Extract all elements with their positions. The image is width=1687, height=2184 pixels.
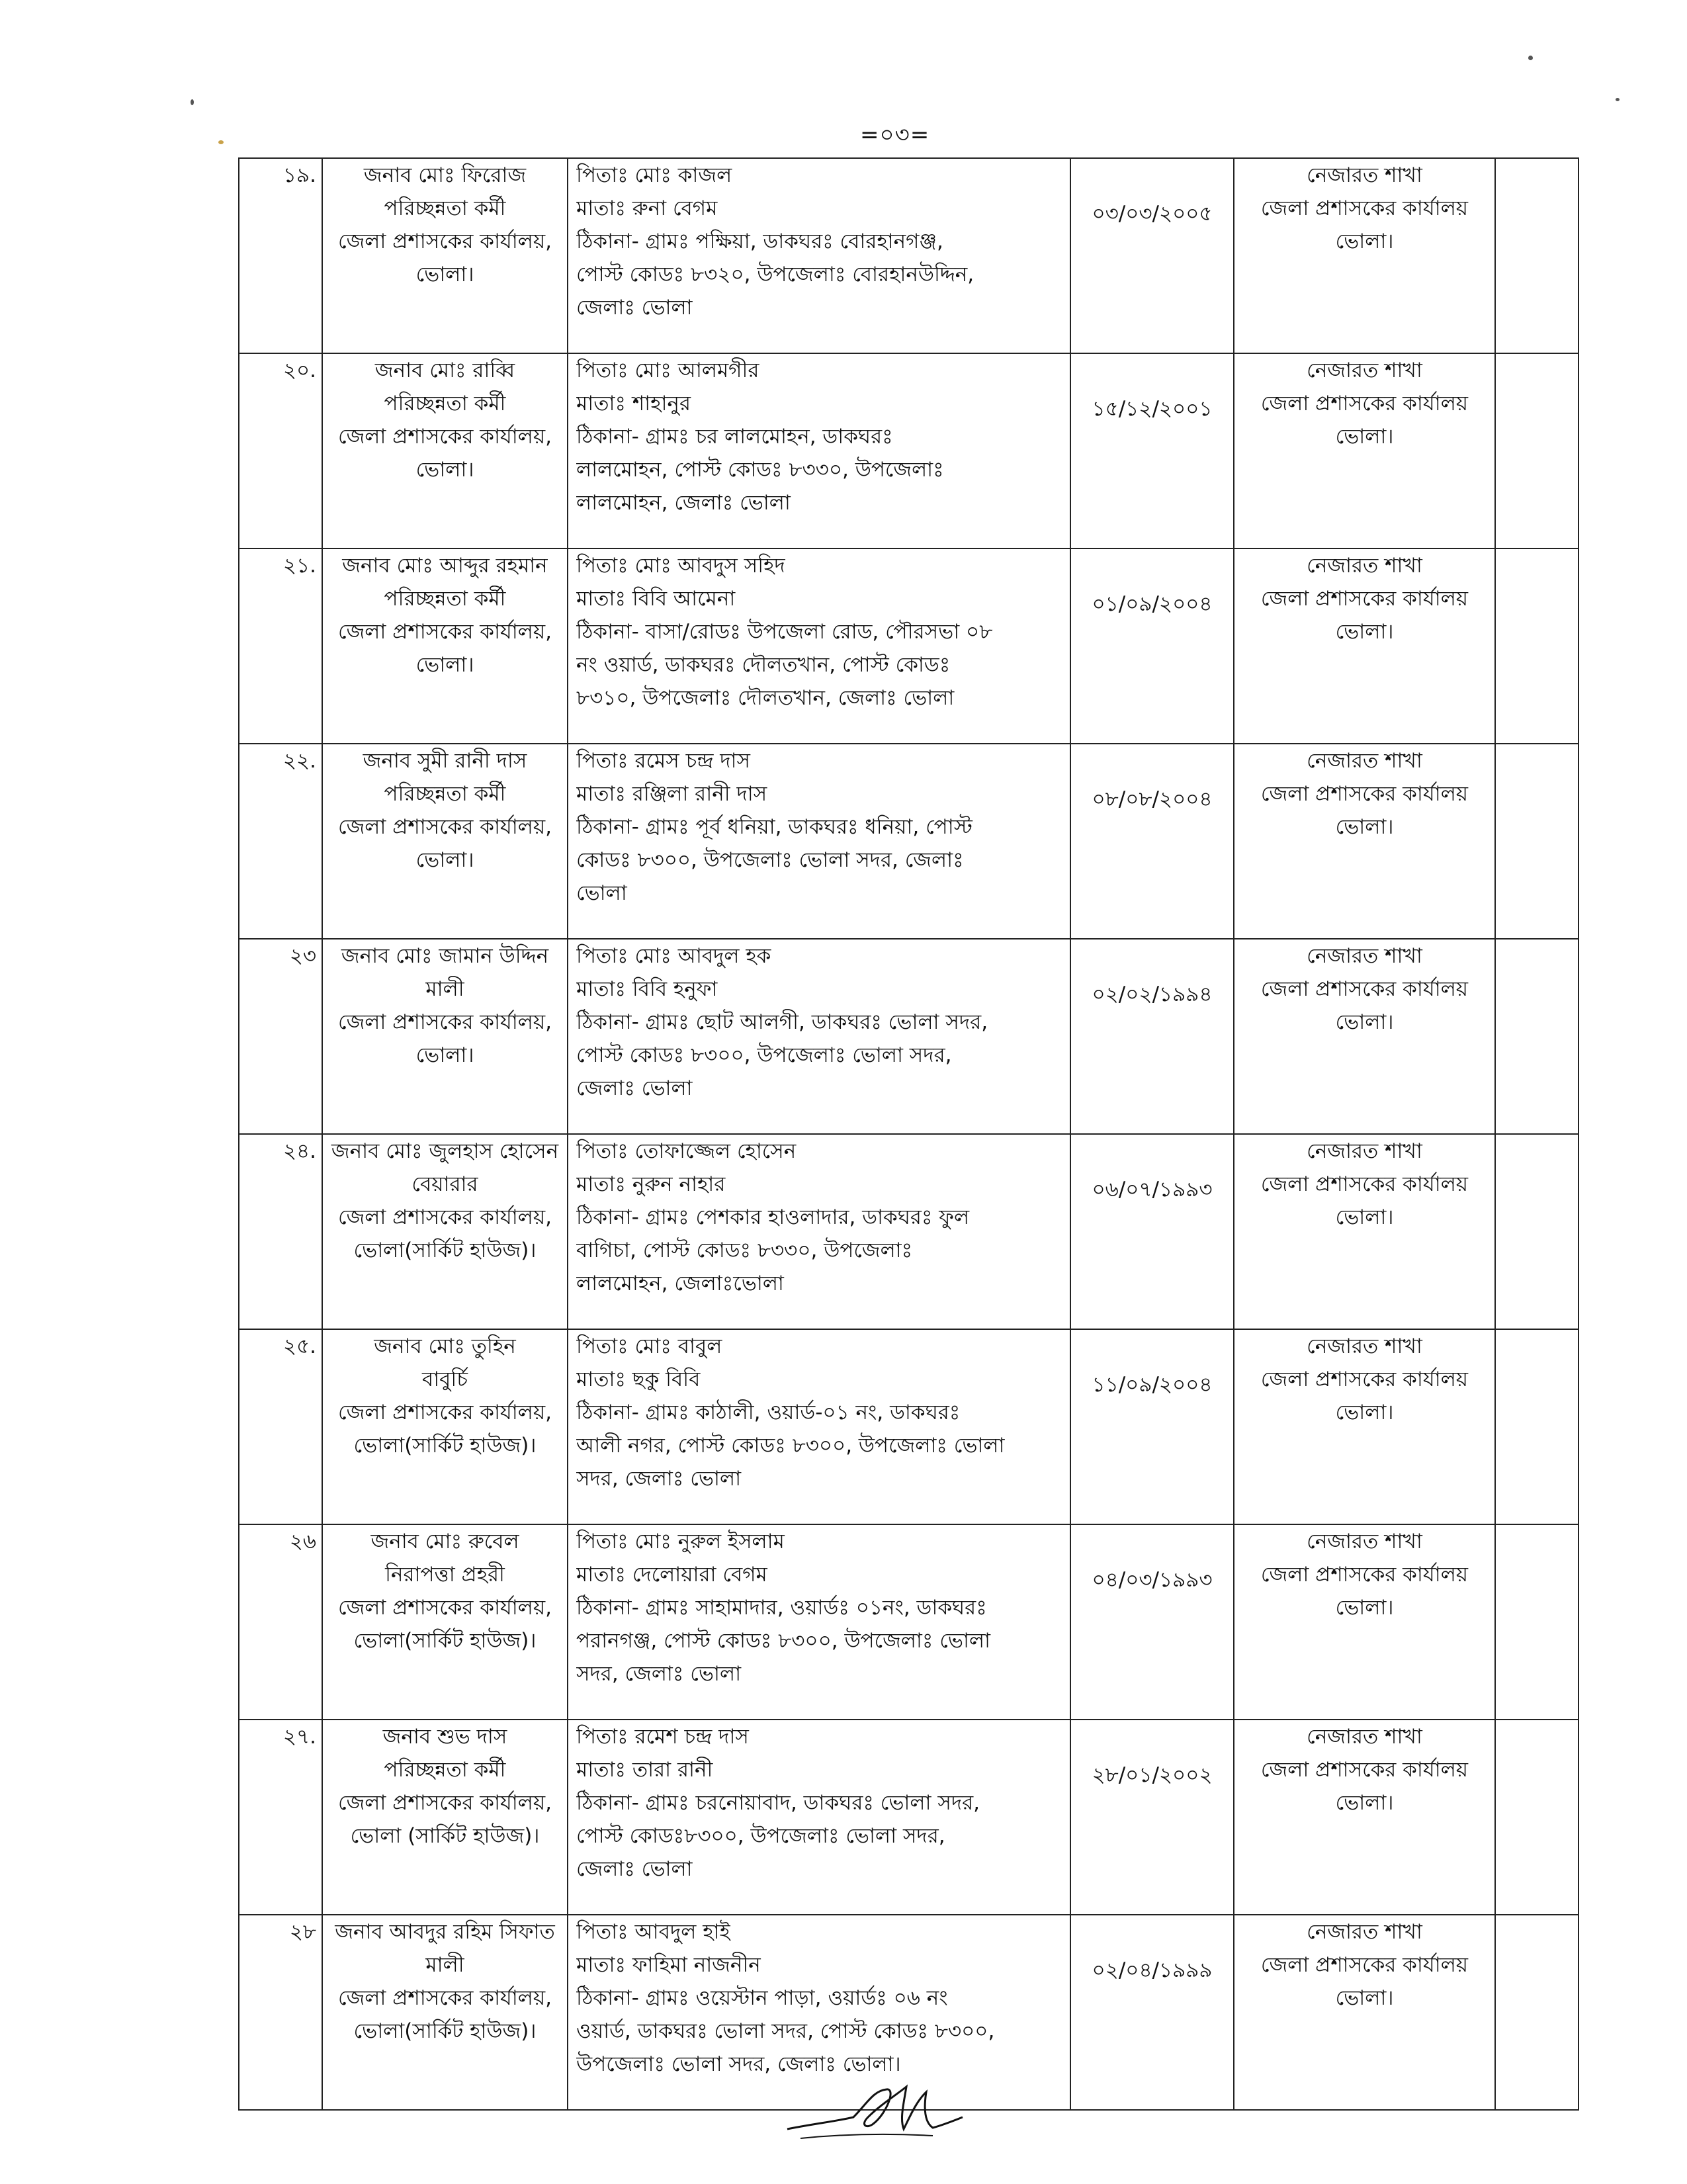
text-line: জেলা প্রশাসকের কার্যালয়, — [338, 815, 552, 839]
table-row — [239, 1329, 1579, 1524]
text-line: ভোলা। — [1335, 230, 1394, 253]
date-of-birth: ২৮/০১/২০০২ — [1070, 1720, 1234, 1915]
text-line: বাবুর্চি — [421, 1368, 468, 1391]
text-line: পোস্ট কোডঃ৮৩০০, উপজেলাঃ ভোলা সদর, — [576, 1824, 945, 1848]
employee-name-designation — [322, 744, 568, 939]
text-line: মাতাঃ ছকু বিবি — [576, 1368, 701, 1391]
text-line: পিতাঃ মোঃ আবদুল হক — [576, 944, 771, 968]
text-line: ভোলা (সার্কিট হাউজ)। — [350, 1824, 540, 1848]
text-line: ভোলা। — [1335, 1010, 1394, 1034]
employee-name-designation — [322, 1524, 568, 1720]
scan-speck — [1528, 56, 1533, 60]
serial-number: ১৯. — [239, 158, 322, 353]
text-line: নেজারত শাখা — [1307, 1920, 1422, 1944]
remarks — [1495, 744, 1579, 939]
remarks — [1495, 1524, 1579, 1720]
text-line: পরিচ্ছন্নতা কর্মী — [384, 782, 506, 806]
branch-office — [1234, 744, 1495, 939]
branch-office — [1234, 939, 1495, 1134]
text-line: মাতাঃ ফাহিমা নাজনীন — [576, 1953, 761, 1977]
text-line: নেজারত শাখা — [1307, 1139, 1422, 1163]
serial-number: ২০. — [239, 353, 322, 548]
date-of-birth: ০১/০৯/২০০৪ — [1070, 548, 1234, 744]
text-line: জনাব মোঃ তুহিন — [374, 1334, 516, 1358]
text-line: ভোলা — [576, 881, 627, 905]
text-line: জেলা প্রশাসকের কার্যালয় — [1260, 1758, 1469, 1782]
text-line: মালী — [425, 977, 464, 1001]
remarks — [1495, 353, 1579, 548]
text-line: ভোলা(সার্কিট হাউজ)। — [353, 1629, 537, 1653]
text-line: পিতাঃ আবদুল হাই — [576, 1920, 730, 1944]
text-line: ঠিকানা- গ্রামঃ কাঠালী, ওয়ার্ড-০১ নং, ডাকঘরঃ — [576, 1401, 961, 1424]
text-line: মাতাঃ তারা রানী — [576, 1758, 713, 1782]
text-line: ভোলা(সার্কিট হাউজ)। — [353, 1239, 537, 1262]
table-row — [239, 744, 1579, 939]
serial-number: ২৪. — [239, 1134, 322, 1329]
text-line: ঠিকানা- গ্রামঃ পক্ষিয়া, ডাকঘরঃ বোরহানগঞ্জ, — [576, 230, 943, 253]
text-line: জনাব মোঃ রাব্বি — [374, 359, 515, 382]
scan-speck — [191, 99, 194, 105]
text-line: মাতাঃ রুনা বেগম — [576, 197, 718, 220]
parents-address — [568, 1134, 1070, 1329]
text-line: ভোলা। — [415, 653, 474, 677]
text-line: উপজেলাঃ ভোলা সদর, জেলাঃ ভোলা। — [576, 2052, 901, 2076]
employee-name-designation — [322, 158, 568, 353]
text-line: নেজারত শাখা — [1307, 359, 1422, 382]
records-table — [238, 157, 1579, 2111]
text-line: নেজারত শাখা — [1307, 944, 1422, 968]
text-line: ভোলা। — [1335, 1791, 1394, 1815]
text-line: জেলা প্রশাসকের কার্যালয়, — [338, 230, 552, 253]
parents-address — [568, 1720, 1070, 1915]
serial-number: ২৬ — [239, 1524, 322, 1720]
text-line: জেলা প্রশাসকের কার্যালয় — [1260, 1172, 1469, 1196]
text-line: জেলা প্রশাসকের কার্যালয় — [1260, 197, 1469, 220]
employee-name-designation — [322, 548, 568, 744]
branch-office — [1234, 158, 1495, 353]
text-line: জেলা প্রশাসকের কার্যালয়, — [338, 1401, 552, 1424]
table-row — [239, 939, 1579, 1134]
text-line: ভোলা। — [415, 263, 474, 286]
text-line: ঠিকানা- গ্রামঃ পেশকার হাওলাদার, ডাকঘরঃ ফুল — [576, 1205, 970, 1229]
scan-speck — [218, 140, 224, 144]
text-line: নেজারত শাখা — [1307, 1530, 1422, 1553]
text-line: জেলা প্রশাসকের কার্যালয় — [1260, 1563, 1469, 1587]
parents-address — [568, 158, 1070, 353]
text-line: ভোলা। — [415, 848, 474, 872]
text-line: মাতাঃ বিবি হনুফা — [576, 977, 718, 1001]
text-line: জনাব সুমী রানী দাস — [363, 749, 527, 773]
text-line: জনাব মোঃ জুলহাস হোসেন — [331, 1139, 559, 1163]
date-of-birth: ০৩/০৩/২০০৫ — [1070, 158, 1234, 353]
text-line: ঠিকানা- গ্রামঃ সাহামাদার, ওয়ার্ডঃ ০১নং, ডাকঘরঃ — [576, 1596, 987, 1620]
table-row — [239, 158, 1579, 353]
parents-address — [568, 1329, 1070, 1524]
serial-number: ২২. — [239, 744, 322, 939]
text-line: ভোলা। — [1335, 1596, 1394, 1620]
text-line: পরিচ্ছন্নতা কর্মী — [384, 587, 506, 611]
remarks — [1495, 1329, 1579, 1524]
employee-name-designation — [322, 1915, 568, 2110]
records-body — [239, 158, 1579, 2110]
text-line: পিতাঃ মোঃ আলমগীর — [576, 359, 759, 382]
text-line: পিতাঃ মোঃ কাজল — [576, 163, 732, 187]
remarks — [1495, 1134, 1579, 1329]
parents-address — [568, 353, 1070, 548]
text-line: নিরাপত্তা প্রহরী — [385, 1563, 505, 1587]
text-line: সদর, জেলাঃ ভোলা — [576, 1467, 742, 1491]
text-line: জেলা প্রশাসকের কার্যালয়, — [338, 1791, 552, 1815]
remarks — [1495, 1720, 1579, 1915]
text-line: ঠিকানা- গ্রামঃ চরনোয়াবাদ, ডাকঘরঃ ভোলা সদর, — [576, 1791, 980, 1815]
text-line: জেলা প্রশাসকের কার্যালয় — [1260, 1953, 1469, 1977]
text-line: জনাব শুভ দাস — [382, 1725, 507, 1749]
text-line: পরিচ্ছন্নতা কর্মী — [384, 197, 506, 220]
text-line: লালমোহন, পোস্ট কোডঃ ৮৩৩০, উপজেলাঃ — [576, 458, 944, 482]
table-row — [239, 548, 1579, 744]
parents-address — [568, 744, 1070, 939]
signature — [774, 2077, 973, 2150]
employee-name-designation — [322, 1329, 568, 1524]
text-line: লালমোহন, জেলাঃভোলা — [576, 1272, 784, 1295]
text-line: জেলা প্রশাসকের কার্যালয়, — [338, 1010, 552, 1034]
text-line: ভোলা। — [1335, 425, 1394, 449]
text-line: জনাব মোঃ রুবেল — [370, 1530, 519, 1553]
text-line: নং ওয়ার্ড, ডাকঘরঃ দৌলতখান, পোস্ট কোডঃ — [576, 653, 951, 677]
text-line: বাগিচা, পোস্ট কোডঃ ৮৩৩০, উপজেলাঃ — [576, 1239, 913, 1262]
text-line: মাতাঃ নুরুন নাহার — [576, 1172, 726, 1196]
text-line: জনাব মোঃ ফিরোজ — [363, 163, 527, 187]
text-line: ওয়ার্ড, ডাকঘরঃ ভোলা সদর, পোস্ট কোডঃ ৮৩০০, — [576, 2019, 995, 2043]
employee-name-designation — [322, 939, 568, 1134]
text-line: জনাব মোঃ আব্দুর রহমান — [342, 554, 548, 578]
text-line: জনাব আবদুর রহিম সিফাত — [335, 1920, 555, 1944]
text-line: জেলাঃ ভোলা — [576, 1076, 693, 1100]
serial-number: ২৭. — [239, 1720, 322, 1915]
text-line: পিতাঃ মোঃ নুরুল ইসলাম — [576, 1530, 785, 1553]
branch-office — [1234, 353, 1495, 548]
remarks — [1495, 548, 1579, 744]
text-line: ভোলা। — [1335, 815, 1394, 839]
text-line: জেলা প্রশাসকের কার্যালয় — [1260, 587, 1469, 611]
branch-office — [1234, 548, 1495, 744]
date-of-birth: ০২/০২/১৯৯৪ — [1070, 939, 1234, 1134]
remarks — [1495, 939, 1579, 1134]
branch-office — [1234, 1134, 1495, 1329]
text-line: জেলা প্রশাসকের কার্যালয়, — [338, 620, 552, 644]
text-line: ঠিকানা- গ্রামঃ চর লালমোহন, ডাকঘরঃ — [576, 425, 893, 449]
text-line: মালী — [425, 1953, 464, 1977]
parents-address — [568, 548, 1070, 744]
text-line: জেলা প্রশাসকের কার্যালয় — [1260, 1368, 1469, 1391]
text-line: জেলাঃ ভোলা — [576, 296, 693, 320]
date-of-birth: ০৮/০৮/২০০৪ — [1070, 744, 1234, 939]
text-line: কোডঃ ৮৩০০, উপজেলাঃ ভোলা সদর, জেলাঃ — [576, 848, 964, 872]
employee-name-designation — [322, 1720, 568, 1915]
text-line: জেলা প্রশাসকের কার্যালয় — [1260, 392, 1469, 415]
text-line: জেলা প্রশাসকের কার্যালয় — [1260, 977, 1469, 1001]
employee-name-designation — [322, 1134, 568, 1329]
text-line: মাতাঃ রঞ্জিলা রানী দাস — [576, 782, 767, 806]
text-line: ৮৩১০, উপজেলাঃ দৌলতখান, জেলাঃ ভোলা — [576, 686, 955, 710]
table-row — [239, 1134, 1579, 1329]
text-line: পিতাঃ মোঃ আবদুস সহিদ — [576, 554, 785, 578]
text-line: ঠিকানা- বাসা/রোডঃ উপজেলা রোড, পৌরসভা ০৮ — [576, 620, 993, 644]
text-line: জনাব মোঃ জামান উদ্দিন — [341, 944, 549, 968]
text-line: ঠিকানা- গ্রামঃ পূর্ব ধনিয়া, ডাকঘরঃ ধনিয়া, পোস্ট — [576, 815, 973, 839]
text-line: জেলা প্রশাসকের কার্যালয়, — [338, 1596, 552, 1620]
table-row — [239, 1524, 1579, 1720]
text-line: নেজারত শাখা — [1307, 1334, 1422, 1358]
serial-number: ২১. — [239, 548, 322, 744]
text-line: ভোলা। — [415, 458, 474, 482]
date-of-birth: ০৬/০৭/১৯৯৩ — [1070, 1134, 1234, 1329]
date-of-birth: ০৪/০৩/১৯৯৩ — [1070, 1524, 1234, 1720]
remarks — [1495, 1915, 1579, 2110]
text-line: আলী নগর, পোস্ট কোডঃ ৮৩০০, উপজেলাঃ ভোলা — [576, 1434, 1005, 1458]
date-of-birth: ১১/০৯/২০০৪ — [1070, 1329, 1234, 1524]
parents-address — [568, 939, 1070, 1134]
remarks — [1495, 158, 1579, 353]
text-line: পিতাঃ মোঃ বাবুল — [576, 1334, 722, 1358]
branch-office — [1234, 1329, 1495, 1524]
text-line: ভোলা(সার্কিট হাউজ)। — [353, 1434, 537, 1458]
text-line: জেলা প্রশাসকের কার্যালয়, — [338, 425, 552, 449]
date-of-birth: ১৫/১২/২০০১ — [1070, 353, 1234, 548]
branch-office — [1234, 1720, 1495, 1915]
serial-number: ২৮ — [239, 1915, 322, 2110]
text-line: পিতাঃ রমেস চন্দ্র দাস — [576, 749, 751, 773]
text-line: ঠিকানা- গ্রামঃ ওয়েস্টান পাড়া, ওয়ার্ডঃ ০৬ নং — [576, 1986, 948, 2010]
text-line: জেলাঃ ভোলা — [576, 1857, 693, 1881]
page-number: =০৩= — [860, 122, 930, 148]
serial-number: ২৫. — [239, 1329, 322, 1524]
employee-name-designation — [322, 353, 568, 548]
text-line: জেলা প্রশাসকের কার্যালয়, — [338, 1986, 552, 2010]
text-line: নেজারত শাখা — [1307, 1725, 1422, 1749]
text-line: ভোলা। — [1335, 1986, 1394, 2010]
text-line: বেয়ারার — [411, 1172, 478, 1196]
text-line: ভোলা। — [1335, 1401, 1394, 1424]
branch-office — [1234, 1524, 1495, 1720]
text-line: ভোলা। — [1335, 1205, 1394, 1229]
text-line: নেজারত শাখা — [1307, 554, 1422, 578]
date-of-birth: ০২/০৪/১৯৯৯ — [1070, 1915, 1234, 2110]
text-line: পরিচ্ছন্নতা কর্মী — [384, 1758, 506, 1782]
text-line: লালমোহন, জেলাঃ ভোলা — [576, 491, 791, 515]
serial-number: ২৩ — [239, 939, 322, 1134]
text-line: নেজারত শাখা — [1307, 163, 1422, 187]
text-line: মাতাঃ বিবি আমেনা — [576, 587, 736, 611]
scan-speck — [1616, 98, 1620, 101]
text-line: জেলা প্রশাসকের কার্যালয় — [1260, 782, 1469, 806]
text-line: পিতাঃ রমেশ চন্দ্র দাস — [576, 1725, 749, 1749]
text-line: ভোলা। — [1335, 620, 1394, 644]
table-row — [239, 353, 1579, 548]
text-line: ঠিকানা- গ্রামঃ ছোট আলগী, ডাকঘরঃ ভোলা সদর, — [576, 1010, 988, 1034]
table-row — [239, 1720, 1579, 1915]
text-line: পোস্ট কোডঃ ৮৩০০, উপজেলাঃ ভোলা সদর, — [576, 1043, 952, 1067]
branch-office — [1234, 1915, 1495, 2110]
text-line: পরিচ্ছন্নতা কর্মী — [384, 392, 506, 415]
text-line: মাতাঃ শাহানুর — [576, 392, 691, 415]
text-line: সদর, জেলাঃ ভোলা — [576, 1662, 742, 1686]
text-line: মাতাঃ দেলোয়ারা বেগম — [576, 1563, 767, 1587]
text-line: জেলা প্রশাসকের কার্যালয়, — [338, 1205, 552, 1229]
parents-address — [568, 1524, 1070, 1720]
text-line: নেজারত শাখা — [1307, 749, 1422, 773]
text-line: পিতাঃ তোফাজ্জেল হোসেন — [576, 1139, 797, 1163]
text-line: পরানগঞ্জ, পোস্ট কোডঃ ৮৩০০, উপজেলাঃ ভোলা — [576, 1629, 991, 1653]
text-line: পোস্ট কোডঃ ৮৩২০, উপজেলাঃ বোরহানউদ্দিন, — [576, 263, 974, 286]
text-line: ভোলা(সার্কিট হাউজ)। — [353, 2019, 537, 2043]
text-line: ভোলা। — [415, 1043, 474, 1067]
